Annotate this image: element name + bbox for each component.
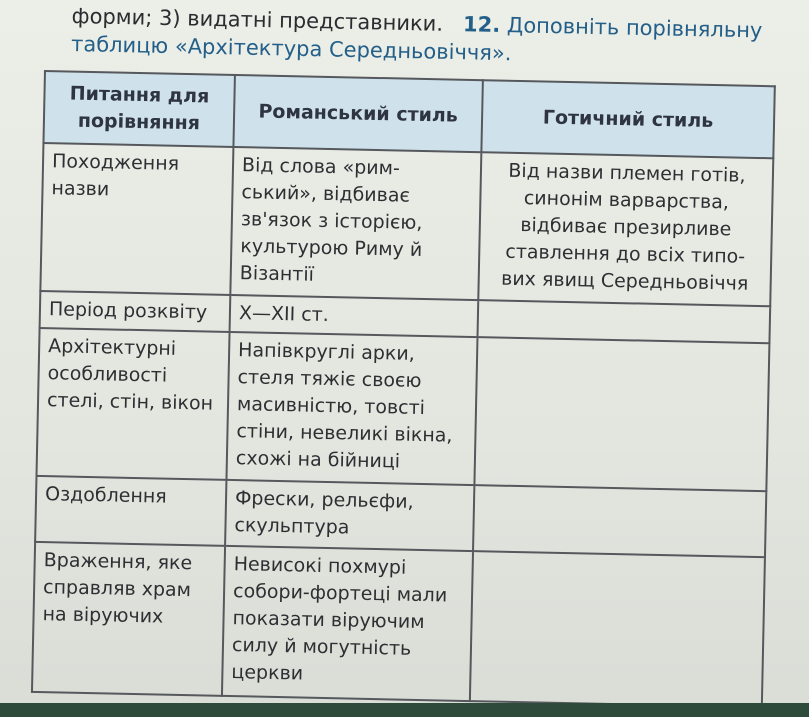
row-gothic: Від назви племен готів, синонім варварства, відбиває презирливе ставлення до всіх типо-вих явищ Середньовіччя [478,152,773,306]
table-row [40,143,773,306]
row-question: Походження назви [40,143,233,295]
row-romanesque: X—XII ст. [230,295,479,337]
row-romanesque: Фрески, рельєфи, скульптура [225,480,474,551]
row-question: Період розквіту [40,291,231,332]
header-romanesque: Романський стиль [233,75,482,152]
task-intro [71,2,807,73]
intro-text: форми; 3) видатні представники. [71,3,444,36]
row-gothic [473,485,766,557]
task-number: 12. [462,12,501,37]
row-gothic [478,300,771,343]
table-row [32,542,765,707]
row-romanesque: Невисокі похмурі собори-фортеці мали показати віруючим силу й могутність церкви [222,546,473,701]
row-question: Враження, яке справляв храм на віруючих [32,542,225,696]
row-question: Архітектурні особливості стелі, стін, вікон [36,328,229,480]
row-romanesque: Від слова «рим-ський», відбиває зв'язок з історією, культурою Риму й Візантії [230,147,481,300]
comparison-table [31,70,776,708]
row-romanesque: Напівкруглі арки, стеля тяжіє своєю масивністю, товсті стіни, невеликі вікна, схожі на бійниці [226,332,477,485]
header-gothic: Готичний стиль [481,80,774,158]
row-gothic [474,337,769,491]
task-instruction: Доповніть порівняльну [506,13,763,43]
table-row [36,328,769,491]
page-bottom-edge [0,703,809,717]
header-question: Питання для порівняння [43,71,234,147]
row-gothic [470,551,765,707]
row-question: Оздоблення [35,476,226,546]
task-instruction-continued: таблицю «Архітектура Середньовіччя». [70,31,512,66]
comparison-table-wrapper [31,70,780,715]
